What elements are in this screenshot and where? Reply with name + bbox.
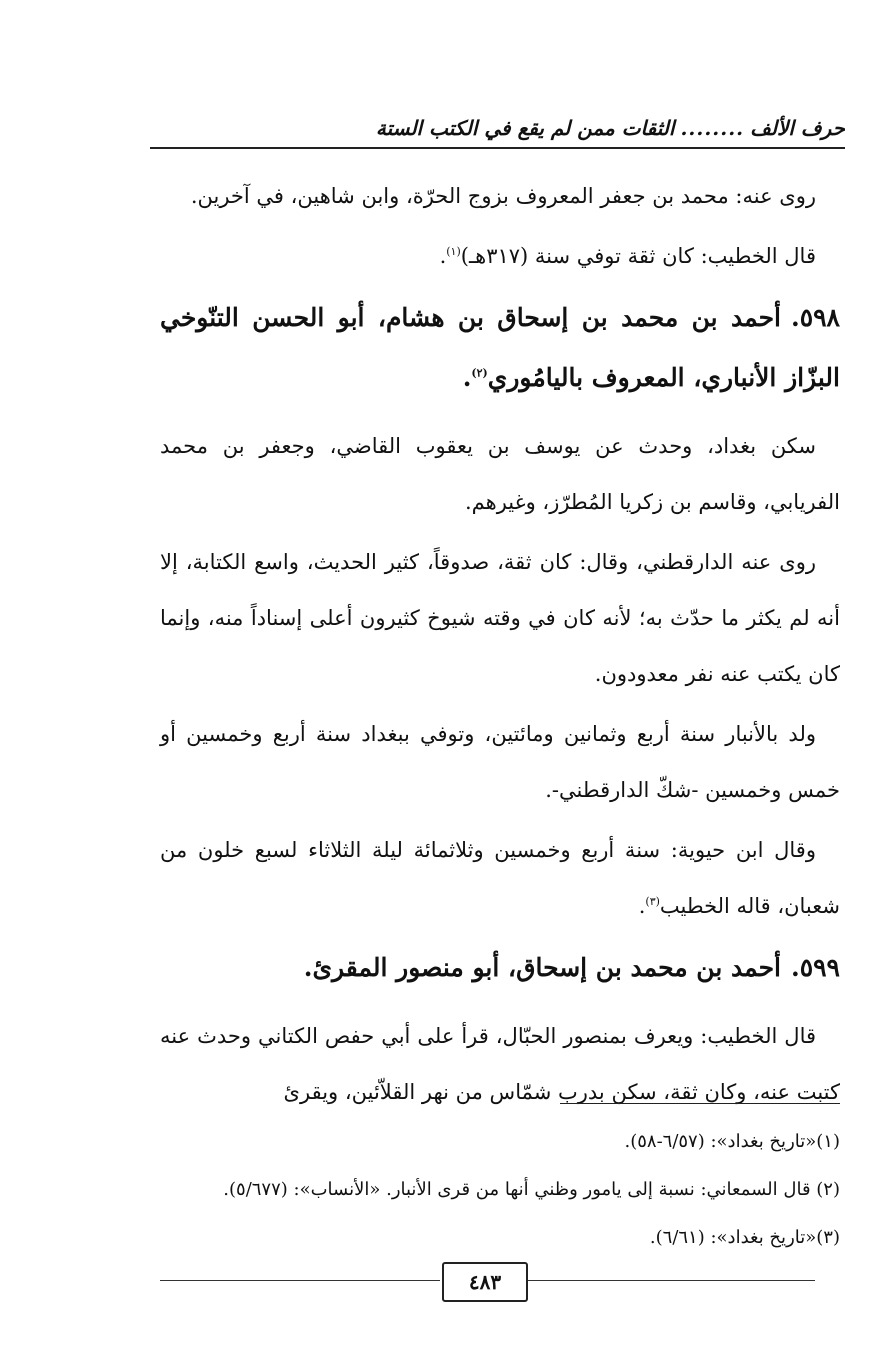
footnote-marker[interactable]: (٣) <box>645 895 660 908</box>
entry-title: أحمد بن محمد بن إسحاق، أبو منصور المقرئ <box>312 953 781 982</box>
footer-rule-left <box>160 1280 440 1281</box>
header-dots: ........ <box>680 116 745 140</box>
entry-number: ٥٩٩. <box>790 953 840 982</box>
paragraph <box>160 168 840 224</box>
entry-heading-599 <box>160 938 840 998</box>
paragraph-text: روى عنه الدارقطني، وقال: كان ثقة، صدوقاً، كثير الحديث، واسع الكتابة، إلا أنه لم يكثر ما حدّث به؛ لأنه كان في وقته شيوخ كثيرون أعلى إسناداً منه، وإنما كان يكتب عنه نفر معدودون. <box>160 550 840 686</box>
footer-rule-right <box>525 1280 815 1281</box>
header-book-title: الثقات ممن لم يقع في الكتب الستة <box>375 116 675 140</box>
footnotes <box>160 1118 840 1262</box>
paragraph <box>160 706 840 818</box>
paragraph <box>160 534 840 702</box>
paragraph <box>160 418 840 530</box>
entry-title: أحمد بن محمد بن إسحاق بن هشام، أبو الحسن التنّوخي البزّاز الأنباري، المعروف باليامُوري <box>160 303 840 392</box>
paragraph-text: ولد بالأنبار سنة أربع وثمانين ومائتين، وتوفي ببغداد سنة أربع وخمسين أو خمس وخمسين -شكّ الدارقطني-. <box>160 722 840 802</box>
paragraph-text: روى عنه: محمد بن جعفر المعروف بزوج الحرّة، وابن شاهين، في آخرين. <box>190 184 816 208</box>
paragraph-tail: . <box>638 894 646 918</box>
entry-tail: . <box>303 953 313 982</box>
paragraph-text: وقال ابن حيوية: سنة أربع وخمسين وثلاثمائة ليلة الثلاثاء لسبع خلون من شعبان، قاله الخطيب <box>160 838 840 918</box>
page-number: ٤٨٣ <box>442 1262 528 1302</box>
footnote-separator <box>560 1103 840 1104</box>
footnote-2: (٢) قال السمعاني: نسبة إلى يامور وظني أنها من قرى الأنبار. «الأنساب»: (٥/٦٧٧). <box>223 1179 840 1200</box>
entry-number: ٥٩٨. <box>790 303 840 332</box>
main-text <box>160 168 840 1124</box>
paragraph <box>160 822 840 934</box>
header-section-title: حرف الألف <box>750 116 845 140</box>
running-header <box>150 113 845 149</box>
footnote-marker[interactable]: (٢) <box>471 366 488 380</box>
entry-tail: . <box>462 363 472 392</box>
entry-heading-598 <box>160 288 840 408</box>
paragraph-text: قال الخطيب: كان ثقة توفي سنة (٣١٧هـ) <box>460 244 816 268</box>
paragraph-text: سكن بغداد، وحدث عن يوسف بن يعقوب القاضي، وجعفر بن محمد الفريابي، وقاسم بن زكريا المُطرّز، وغيرهم. <box>160 434 840 514</box>
footnote-1: (١)«تاريخ بغداد»: (٦/٥٧-٥٨). <box>624 1131 840 1152</box>
footnote-3: (٣)«تاريخ بغداد»: (٦/٦١). <box>649 1227 840 1248</box>
paragraph-tail: . <box>439 244 447 268</box>
paragraph-text: قال الخطيب: ويعرف بمنصور الحبّال، قرأ على أبي حفص الكتاني وحدث عنه كتبت عنه، وكان ثقة، سكن بدرب شمّاس من نهر القلاّئين، ويقرئ <box>160 1024 840 1104</box>
paragraph <box>160 228 840 284</box>
footnote-marker[interactable]: (١) <box>446 245 461 258</box>
